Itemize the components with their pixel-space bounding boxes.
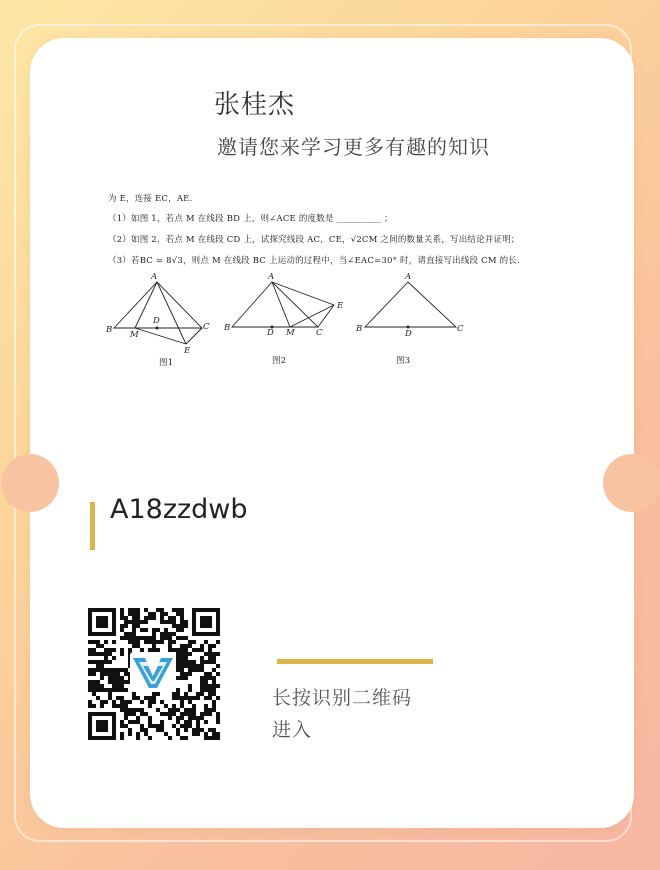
user-name: 张桂杰 (214, 90, 296, 120)
code-accent-bar (90, 502, 95, 550)
worksheet-line: （3）若BC = 8√3，则点 M 在线段 BC 上运动的过程中，当∠EAC=30° 时，请直接写出线段 CM 的长. (108, 256, 520, 266)
fig1-label-a: A (151, 272, 158, 282)
fig2-label-a: A (268, 272, 275, 282)
fig1-label-d: D (153, 316, 161, 326)
figure1-line-me (135, 328, 186, 344)
hint-accent-rule (277, 659, 433, 664)
fig3-label-d: D (405, 329, 413, 339)
figure2-line-ae (272, 282, 334, 305)
figure3-triangle (365, 282, 456, 327)
figure1-line-ae (157, 282, 186, 344)
fig1-label-e: E (184, 346, 191, 356)
app-logo-icon (130, 652, 176, 692)
fig3-label-a: A (405, 272, 412, 282)
fig2-label-d: D (267, 328, 275, 338)
fig2-label-c: C (316, 328, 323, 338)
invite-code: A18zzdwb (110, 494, 248, 525)
qr-hint-line1: 长按识别二维码 (272, 687, 413, 709)
worksheet-line: 为 E，连接 EC，AE. (108, 194, 193, 204)
fig2-label-e: E (337, 301, 344, 311)
fig1-label-c: C (203, 322, 210, 332)
figure2-line-am (272, 282, 290, 327)
worksheet-image (80, 182, 580, 472)
fig2-label-m: M (286, 328, 295, 338)
fig1-label-m: M (130, 330, 139, 340)
card-notch-left (1, 454, 59, 512)
figure2-line-me (290, 305, 334, 327)
worksheet-line: （2）如图 2，若点 M 在线段 CD 上，试探究线段 AC，CE，√2CM 之间的数量关系，写出结论并证明； (108, 235, 520, 245)
fig2-label-b: B (224, 323, 231, 333)
worksheet-line: （1）如图 1，若点 M 在线段 BD 上，则∠ACE 的度数是 __________ ； (108, 214, 393, 224)
figure2-line-ce (318, 305, 334, 327)
figure1-line-ce (186, 328, 202, 344)
invite-text: 邀请您来学习更多有趣的知识 (217, 135, 490, 159)
fig1-label-b: B (106, 325, 113, 335)
fig3-caption: 图3 (396, 356, 411, 366)
qr-hint (272, 682, 412, 746)
qr-hint-line2: 进入 (272, 719, 313, 741)
geometry-figures (80, 182, 580, 472)
fig3-label-b: B (356, 324, 363, 334)
fig2-caption: 图2 (272, 356, 287, 366)
fig1-caption: 图1 (159, 358, 174, 368)
fig3-label-c: C (457, 324, 464, 334)
card-notch-right (603, 454, 660, 512)
